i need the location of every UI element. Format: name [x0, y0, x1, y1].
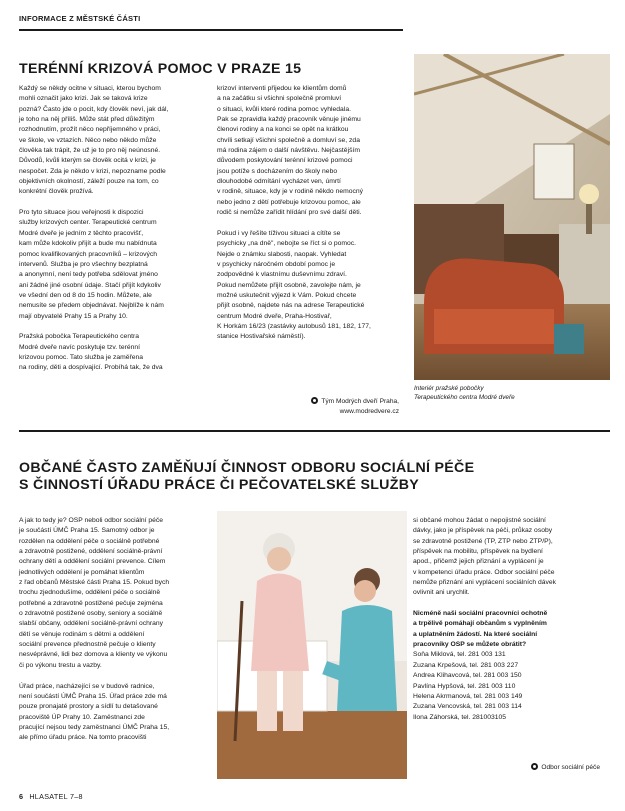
contact-list [413, 650, 613, 722]
author-name: Tým Modrých dveří Praha, [321, 398, 399, 405]
paragraph: A jak to tedy je? OSP neboli odbor sociální péče je součástí ÚMČ Praha 15. Samotný odbor je rozdělen na oddělení péče o sociálně potřebné a zdravotně postižené, oddělení sociálně-právní ochrany dětí a oddělení sociální prevence. Cílem jednotlivých oddělení je pomáhat klientům z řad občanů Městské části Praha 15. Pokud bych trochu zjednodušíme, oddělení péče o sociálně potřebné a zdravotně postižené pečuje zejména o zdravotně postižené osoby, seniory a sociálně slabší občany, oddělení sociálně-právní ochrany dětí se věnuje rodinám s dětmi a oddělení sociální prevence přednostně pečuje o klienty nesvéprávné, lidi bez domova a klienty ve výkonu či po výkonu trestu a vazby. [19, 517, 170, 669]
paragraph: krizoví interventi přijedou ke klientům domů a na začátku si všichni společně promluví o situaci, kvůli které rodina pomoc vyhledala. Pak se zpravidla každý pracovník věnuje jinému členovi rodiny a na konci se opět na krátkou chvíli setkají všichni společně a domluví se, zda má rodina zájem o další návštěvu. Nejčastějším důvodem poskytování terénní krizové pomoci jsou potíže s docházením do školy nebo dlouhodobé odmítání vycházet ven, úmrtí v rodině, situace, kdy je v rodině někdo nemocný nebo jedno z dětí potřebuje krizovou pomoc, ale rodič si nemůže zařídit hlídání pro své další děti. [217, 85, 363, 217]
paragraph: Pokud i vy řešíte tíživou situaci a cítíte se psychicky „na dně", nebojte se říct si o pomoc. Nejde o známku slabosti, naopak. Vyhledat v psychicky náročném období pomoc je zodpovědné k vlastnímu duševnímu zdraví. Pokud nemůžete přijít osobně, zavolejte nám, je možné uskutečnit výjezd k Vám. Pokud chcete přijít osobně, najdete nás na adrese Terapeutické centrum Modré dveře, Praha-Hostivař, K Horkám 16/23 (zastávky autobusů 181, 182, 177, stanice Hostivařské náměstí). [217, 229, 371, 341]
section-label: INFORMACE Z MĚSTSKÉ ČÁSTI [19, 14, 141, 23]
caregiver-photo [217, 511, 407, 779]
article2-title-line-2: S ČINNOSTÍ ÚŘADU PRÁCE ČI PEČOVATELSKÉ SLUŽBY [19, 477, 420, 493]
photo-caption: Interiér pražské pobočky Terapeutického centra Modré dveře [414, 385, 515, 401]
bullet-icon [531, 763, 538, 770]
article1-title: TERÉNNÍ KRIZOVÁ POMOC V PRAZE 15 [19, 61, 302, 77]
paragraph-bold: Nicméně naši sociální pracovníci ochotně a trpělivě pomáhají občanům s vyplněním a uplatněním žádostí. Na které sociální pracovníky OSP se můžete obrátit? [413, 610, 548, 649]
article2-column-3 [413, 516, 613, 723]
author-url: www.modredvere.cz [339, 408, 399, 416]
section-rule [19, 430, 610, 432]
paragraph: Každý se někdy ocitne v situaci, kterou bychom mohli označit jako krizi. Jak se taková krize pozná? Často jde o pocit, kdy člověk neví, jak dál, je toho na něj příliš. Může stát před důležitým rozhodnutím, prožít něco nepříjemného v práci, ve škole, ve vztazích. Něco nebo někdo může člověka tak trápit, že už je to pro něj neúnosné. Důvodů, kvůli kterým se člověk ocitá v krizi, je nespočet. Zda je někdo v krizi, nepozname podle objektivních okolností, záleží pouze na tom, co konkrétní člověk prožívá. [19, 85, 169, 196]
contact-item: Andrea Klihavcová, tel. 281 003 150 [413, 672, 522, 680]
publication-name: HLASATEL 7–8 [29, 792, 83, 801]
contact-item: Ilona Záhorská, tel. 281003105 [413, 713, 507, 721]
article2-signature [413, 762, 600, 773]
contact-item: Pavlína Hypšová, tel. 281 003 110 [413, 682, 516, 690]
top-rule [19, 29, 403, 31]
article1-column-1 [19, 84, 211, 374]
article1-column-2 [217, 84, 407, 343]
article2-column-1 [19, 516, 209, 744]
paragraph: Pražská pobočka Terapeutického centra Modré dveře navíc poskytuje tzv. terénní krizovou pomoc. Tato služba je zaměřena na rodiny, děti a dospívající. Probíhá tak, že dva [19, 333, 163, 372]
contact-item: Soňa Miklová, tel. 281 003 131 [413, 651, 506, 659]
article2-title-line-1: OBČANÉ ČASTO ZAMĚŇUJÍ ČINNOST ODBORU SOCIÁLNÍ PÉČE [19, 460, 475, 476]
paragraph: Pro tyto situace jsou veřejnosti k dispozici služby krizových center. Terapeutické centrum Modré dveře je jedním z těchto pracovišť, kam může kdokoliv přijít a bude mu nabídnuta pomoc kvalifikovaných pracovníků – krizových intervenů. Služba je pro všechny bezplatná a anonymní, není tedy potřeba sdělovat jméno ani žádné jiné osobní údaje. Stačí přijít kdykoliv ve všední den od 8 do 15 hodin. Můžete, ale nemusíte se předem objednávat. Nejblíže k nám mají obyvatelé Prahy 15 a Prahy 10. [19, 209, 164, 320]
paragraph: si občané mohou žádat o nepojistné sociální dávky, jako je příspěvek na péči, průkaz osoby se zdravotně postižené (TP, ZTP nebo ZTP/P), příspěvek na mobilitu, příspěvek na bydlení apod., přičemž jejich přiznání a vyplácení je v kompetenci úřadu práce. Odbor sociální péče nemůže přiznání ani vyplácení sociálních dávek ovlivnit ani urychlit. [413, 517, 556, 597]
interior-photo [414, 54, 610, 380]
contact-item: Helena Akrmanová, tel. 281 003 149 [413, 692, 523, 700]
article1-author [217, 396, 399, 418]
page-footer [19, 792, 83, 801]
paragraph: Úřad práce, nacházející se v budově radnice, není součástí ÚMČ Praha 15. Úřad práce zde má pouze pronajaté prostory a sídlí tu detašované pracoviště ÚP Prahy 10. Zaměstnanci zde pracující nejsou tedy zaměstnanci ÚMČ Praha 15, ale přímo úřadu práce. Na tomto pracovišti [19, 682, 170, 742]
bullet-icon [311, 397, 318, 404]
signature-text: Odbor sociální péče [541, 764, 600, 771]
contact-item: Zuzana Vencovská, tel. 281 003 114 [413, 703, 522, 711]
page-number: 6 [19, 792, 24, 801]
contact-item: Zuzana Krpešová, tel. 281 003 227 [413, 661, 519, 669]
